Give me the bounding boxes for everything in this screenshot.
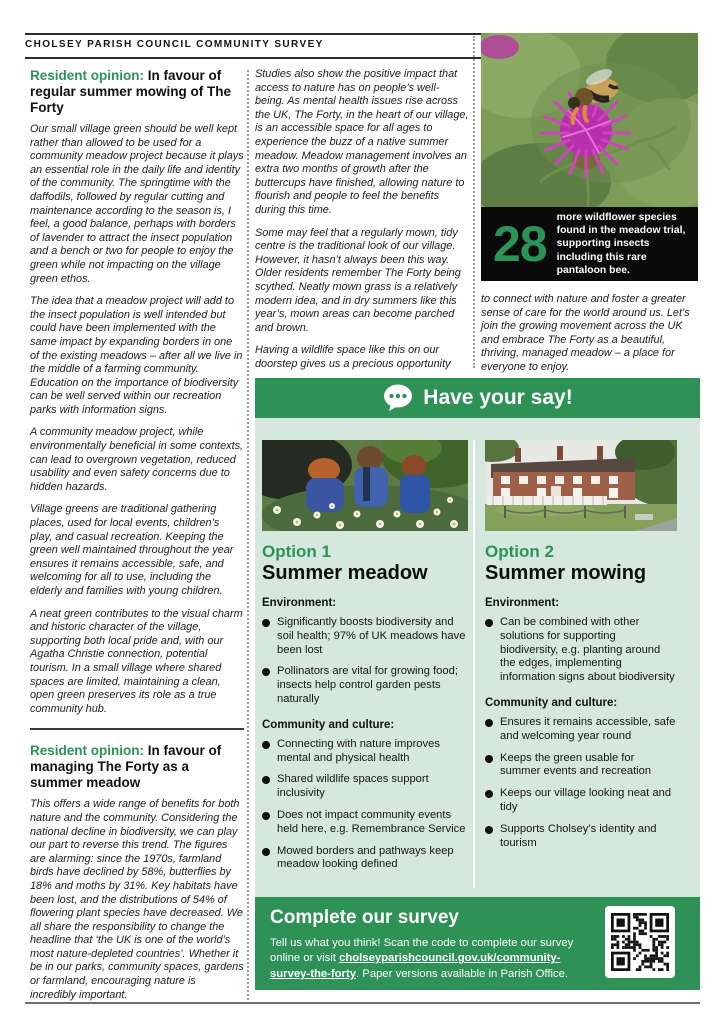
survey-body xyxy=(270,936,600,982)
qr-code[interactable] xyxy=(605,906,675,978)
bullet-item: Mowed borders and pathways keep meadow looking defined xyxy=(262,845,468,873)
opinion-label: Resident opinion: xyxy=(30,68,144,83)
option-label: Option 2 xyxy=(485,542,554,561)
article-paragraph: Studies also show the positive impact that access to nature has on people’s well-being. As mental health issues rise across the UK, The Forty, in the heart of our village, is an accessible space for all ages to experience the buzz of a native summer meadow. Meadow management involves an extra two months of growth after the buttercups have finished, allowing nature to flourish and people to feel the benefits during this time. xyxy=(255,68,469,216)
village-green-photo xyxy=(485,440,677,531)
opinion-title: In favour of regular summer mowing of The Forty xyxy=(30,68,232,115)
opinion-title: In favour of managing The Forty as a summer meadow xyxy=(30,743,222,791)
meadow-activity-photo xyxy=(262,440,468,531)
option-label: Option 1 xyxy=(262,542,331,561)
column-divider-dotted xyxy=(247,70,249,1000)
header-rule-top xyxy=(25,33,481,35)
column-right xyxy=(481,33,698,384)
bullet-item: Can be combined with other solutions for supporting biodiversity, e.g. planting around the edges, implementing information signs about biodiversity xyxy=(485,616,677,685)
panel-title: Have your say! xyxy=(423,386,573,409)
survey-text: Tell us what you think! Scan the code to complete our survey online or visit xyxy=(270,937,574,965)
option-divider xyxy=(473,440,475,888)
survey-link[interactable]: cholseyparishcouncil.gov.uk/community-survey-the-forty xyxy=(270,952,561,980)
opinion-paragraph: A community meadow project, while environmentally beneficial in some contexts, can lead to overgrown vegetation, reduced usability and even safety concerns due to hidden hazards. xyxy=(30,426,244,493)
option-title: Summer mowing xyxy=(485,562,647,584)
opinion-paragraph: This offers a wide range of benefits for both nature and the community. Considering the national decline in biodiversity, we can play our part to reverse this trend. The figures are alarming: since the 1970s, farmland birds have declined by 58%, butterflies by 18% and moths by 31%. Key habitats have been lost, and the distributions of 54% of flowering plant species have decreased. We all share the responsibility to change the headline that ‘the UK is one of the world’s most nature-depleted countries’. Whether it be in our parks, community spaces, gardens or farmland, encouraging nature is incredibly important. xyxy=(30,798,244,1001)
bullet-item: Keeps our village looking neat and tidy xyxy=(485,787,677,815)
opinion-label: Resident opinion: xyxy=(30,743,144,759)
community-bullets xyxy=(485,716,677,850)
bullet-item: Supports Cholsey’s identity and tourism xyxy=(485,823,677,851)
opinion-meadow-paragraphs xyxy=(30,798,244,1002)
column-divider-dotted xyxy=(473,36,475,368)
footer-rule xyxy=(25,1002,700,1004)
survey-title: Complete our survey xyxy=(270,907,459,928)
opinion-paragraph: A neat green contributes to the visual charm and historic character of the village, supporting both local pride and, with our Agatha Christie connection, potential tourism. In a small village where shared spaces are limited, maintaining a clean, open green preserves its role as a true community hub. xyxy=(30,607,243,715)
opinion-paragraph: The idea that a meadow project will add to the insect population is well intended but could have been implemented with the same impact by expanding borders in one of the existing meadows – after all we live in the middle of a farming community. Education on the importance of biodiversity can be well served within our recreation parks with information signs. xyxy=(30,295,243,416)
page-kicker: CHOLSEY PARISH COUNCIL COMMUNITY SURVEY xyxy=(25,39,324,50)
option-2 xyxy=(485,440,677,858)
bullet-item: Ensures it remains accessible, safe and welcoming year round xyxy=(485,716,677,744)
opinion-paragraph: Village greens are traditional gathering places, used for local events, children’s play, and casual recreation. Keeping the green well maintained throughout the year ensures it remains accessible, safe, and welcoming for all to use, including the elderly and families with young children. xyxy=(30,503,234,597)
column-middle xyxy=(255,68,469,380)
stat-box xyxy=(481,207,698,281)
community-bullets xyxy=(262,738,468,872)
survey-banner xyxy=(255,897,700,990)
continuation-paragraphs xyxy=(481,293,698,375)
bullet-item: Does not impact community events held here, e.g. Remembrance Service xyxy=(262,809,468,837)
survey-text: . Paper versions available in Parish Office. xyxy=(356,967,569,980)
bullet-item: Significantly boosts biodiversity and soil health; 97% of UK meadows have been lost xyxy=(262,616,468,657)
header-rule-bottom xyxy=(25,57,481,59)
bullet-item: Connecting with nature improves mental and physical health xyxy=(262,738,468,766)
opinion-paragraph: Our small village green should be well kept rather than allowed to be used for a community meadow project because it plays an essential role in the daily life and identity of the community. The springtime with the daffodils, followed by regular cutting and maintenance according to the season is, I feel, a good balance, perhaps with borders of lavender to attract the insect population and a bench or two for people to enjoy the green while not impacting on the village green ethos. xyxy=(30,123,244,285)
article-paragraph: Having a wildlife space like this on our doorstep gives us a precious opportunity xyxy=(255,344,451,370)
stat-number: 28 xyxy=(493,216,547,272)
speech-bubble-icon xyxy=(382,384,414,412)
environment-heading: Environment: xyxy=(485,597,560,609)
column-left xyxy=(30,68,244,1011)
pantaloon-bee-photo xyxy=(481,33,698,207)
stat-caption: more wildflower species found in the meadow trial, supporting insects including this rare pantaloon bee. xyxy=(556,212,686,276)
bullet-item: Shared wildlife spaces support inclusivity xyxy=(262,773,468,801)
option-title: Summer meadow xyxy=(262,562,428,584)
option-1 xyxy=(262,440,468,880)
article-paragraph: to connect with nature and foster a greater sense of care for the world around us. Let’s join the growing movement across the UK and embrace The Forty as a beautiful, thriving, managed meadow – a place for everyone to enjoy. xyxy=(481,293,690,373)
opinion-mowing-paragraphs xyxy=(30,123,244,716)
opinion-meadow-heading xyxy=(30,743,244,791)
have-your-say-header xyxy=(255,378,700,418)
have-your-say-panel xyxy=(255,378,700,913)
community-heading: Community and culture: xyxy=(485,696,618,709)
environment-bullets xyxy=(262,616,468,707)
opinion-mowing-heading xyxy=(30,68,244,116)
article-paragraph: Some may feel that a regularly mown, tidy centre is the traditional look of our village. However, it hasn’t always been this way. Older residents remember The Forty being scythed. Neatly mown grass is a relatively modern idea, and in dry summers like this year’s, mown areas can become parched and brown. xyxy=(255,226,461,334)
community-heading: Community and culture: xyxy=(262,718,395,731)
environment-bullets xyxy=(485,616,677,685)
section-divider xyxy=(30,728,244,730)
bullet-item: Keeps the green usable for summer events and recreation xyxy=(485,752,677,780)
environment-heading: Environment: xyxy=(262,597,337,609)
bullet-item: Pollinators are vital for growing food; insects help control garden pests naturally xyxy=(262,665,468,706)
